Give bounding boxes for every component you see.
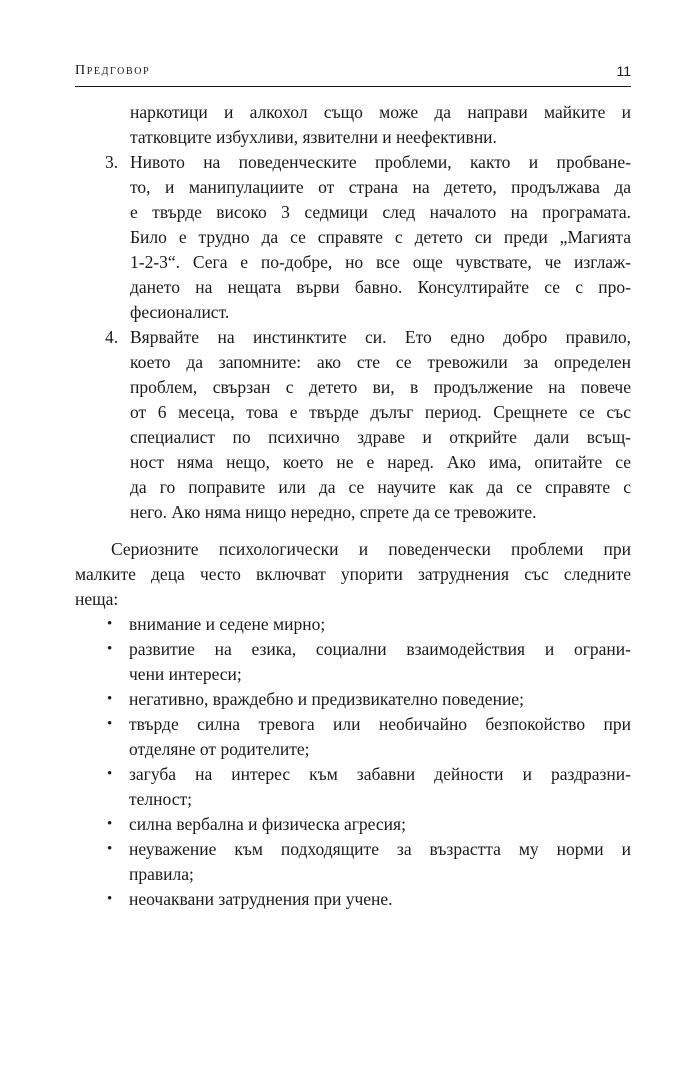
line-text: загуба на интерес към забавни дейности и раздразни- — [129, 764, 631, 784]
line-text: неуважение към подходящите за възрастта му норми и — [129, 839, 631, 859]
list-number: 4. — [105, 327, 119, 347]
list-item — [75, 812, 631, 837]
bullet-list — [75, 612, 631, 912]
text-line: чени интереси; — [129, 664, 242, 684]
list-item — [75, 887, 631, 912]
text-line: татковците избухливи, язвителни и неефективни. — [130, 127, 497, 147]
text-line: фесионалист. — [130, 302, 230, 322]
text-line — [107, 837, 631, 862]
list-item — [75, 712, 631, 762]
text-line: малките деца често включват упорити затруднения със следните — [75, 564, 631, 584]
line-text: силна вербална и физическа агресия; — [129, 814, 406, 834]
line-text: Вярвайте на инстинктите си. Ето едно добро правило, — [130, 327, 631, 347]
text-line: неща: — [75, 589, 119, 609]
text-line — [105, 150, 631, 175]
list-item-4 — [75, 325, 631, 525]
bullet-marker: • — [107, 891, 113, 907]
text-line: отделяне от родителите; — [129, 739, 310, 759]
header-rule — [75, 86, 631, 87]
text-line: него. Ако няма нищо нередно, спрете да се тревожите. — [130, 502, 537, 522]
text-line: правила; — [129, 864, 194, 884]
text-line: наркотици и алкохол също може да направи майките и — [130, 102, 631, 122]
text-line — [107, 687, 631, 712]
list-item — [75, 612, 631, 637]
bullet-marker: • — [107, 841, 113, 857]
running-header — [75, 63, 631, 83]
text-line: проблем, свързан с детето ви, в продължение на повече — [130, 377, 631, 397]
body-text — [75, 100, 631, 912]
text-line: то, и манипулациите от страна на детето, продължава да — [130, 177, 631, 197]
text-line — [107, 762, 631, 787]
text-line — [107, 712, 631, 737]
text-line: е твърде високо 3 седмици след началото на програмата. — [130, 202, 631, 222]
line-text: внимание и седене мирно; — [129, 614, 326, 634]
text-line: ност няма нещо, което не е наред. Ако има, опитайте се — [130, 452, 631, 472]
line-text: развитие на езика, социални взаимодействия и ограни- — [129, 639, 631, 659]
paragraph-gap — [75, 525, 631, 537]
text-line: което да запомните: ако сте се тревожили за определен — [130, 352, 631, 372]
text-line — [105, 325, 631, 350]
line-text: твърде силна тревога или необичайно безпокойство при — [129, 714, 631, 734]
text-line: специалист по психично здраве и открийте дали всъщ- — [130, 427, 631, 447]
text-line — [107, 612, 631, 637]
text-line — [107, 637, 631, 662]
text-line: Сериозните психологически и поведенчески проблеми при — [111, 539, 631, 559]
bullet-marker: • — [107, 716, 113, 732]
bullet-marker: • — [107, 816, 113, 832]
text-line — [107, 887, 631, 912]
line-text: Нивото на поведенческите проблеми, както и пробване- — [130, 152, 631, 172]
bullet-marker: • — [107, 616, 113, 632]
running-title: Предговор — [75, 63, 151, 78]
bullet-marker: • — [107, 641, 113, 657]
text-line: да го поправите или да се научите как да се справяте с — [130, 477, 631, 497]
bullet-marker: • — [107, 691, 113, 707]
list-item-3 — [75, 150, 631, 325]
list-item-continued — [75, 100, 631, 150]
list-item — [75, 687, 631, 712]
text-line — [107, 812, 631, 837]
text-line: 1-2-3“. Сега е по-добре, но все още чувствате, че изглаж- — [130, 252, 631, 272]
bullet-marker: • — [107, 766, 113, 782]
list-item — [75, 637, 631, 687]
line-text: неочаквани затруднения при учене. — [129, 889, 393, 909]
text-line: Било е трудно да се справяте с детето си преди „Магията — [130, 227, 631, 247]
page-number: 11 — [616, 63, 631, 79]
line-text: негативно, враждебно и предизвикателно поведение; — [129, 689, 524, 709]
paragraph — [75, 537, 631, 612]
list-number: 3. — [105, 152, 119, 172]
list-item — [75, 837, 631, 887]
text-line: дането на нещата върви бавно. Консултирайте се с про- — [130, 277, 631, 297]
text-line: телност; — [129, 789, 192, 809]
text-line: от 6 месеца, това е твърде дълъг период. Срещнете се със — [130, 402, 631, 422]
list-item — [75, 762, 631, 812]
